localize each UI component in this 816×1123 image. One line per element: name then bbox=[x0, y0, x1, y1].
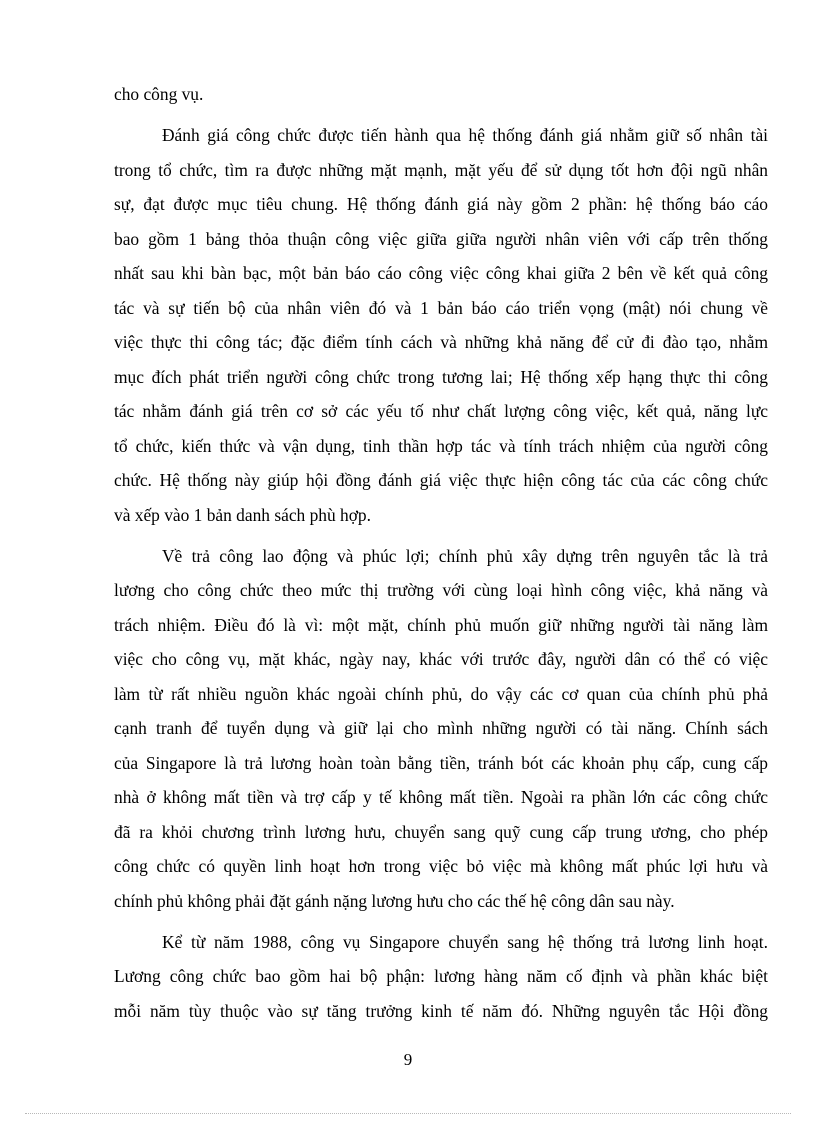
paragraph bbox=[114, 539, 768, 919]
text-line: trách nhiệm. Điều đó là vì: một mặt, chính phủ muốn giữ những người tài năng làm bbox=[114, 614, 768, 635]
text-line: chính phủ không phải đặt gánh nặng lương hưu cho các thế hệ công dân sau này. bbox=[114, 890, 675, 911]
text-line: của Singapore là trả lương hoàn toàn bằng tiền, tránh bót các khoản phụ cấp, cung cấp bbox=[114, 752, 768, 773]
text-line: cạnh tranh để tuyển dụng và giữ lại cho mình những người có tài năng. Chính sách bbox=[114, 718, 768, 738]
text-line: đã ra khỏi chương trình lương hưu, chuyển sang quỹ cung cấp trung ương, cho phép bbox=[114, 821, 768, 842]
text-line: bao gồm 1 bảng thỏa thuận công việc giữa giữa người nhân viên với cấp trên thống bbox=[114, 228, 768, 249]
paragraph bbox=[114, 925, 768, 1029]
text-line: Kể từ năm 1988, công vụ Singapore chuyển sang hệ thống trả lương linh hoạt. bbox=[162, 931, 768, 952]
paragraph bbox=[114, 118, 768, 532]
page-body bbox=[114, 77, 768, 1035]
text-line: trong tổ chức, tìm ra được những mặt mạnh, mặt yếu để sử dụng tốt hơn đội ngũ nhân bbox=[114, 159, 768, 180]
text-line: lương cho công chức theo mức thị trường với cùng loại hình công việc, khả năng và bbox=[114, 580, 768, 600]
text-line: Đánh giá công chức được tiến hành qua hệ thống đánh giá nhằm giữ số nhân tài bbox=[162, 125, 768, 145]
text-line: tác nhằm đánh giá trên cơ sở các yếu tố như chất lượng công việc, kết quả, năng lực bbox=[114, 401, 768, 421]
text-line: mục đích phát triển người công chức trong tương lai; Hệ thống xếp hạng thực thi công bbox=[114, 366, 768, 387]
text-line: tác và sự tiến bộ của nhân viên đó và 1 bản báo cáo triển vọng (mật) nói chung về bbox=[114, 297, 768, 318]
paragraph bbox=[114, 77, 768, 112]
text-line: sự, đạt được mục tiêu chung. Hệ thống đánh giá này gồm 2 phần: hệ thống báo cáo bbox=[114, 194, 768, 214]
page-break-divider bbox=[25, 1113, 791, 1114]
text-line: và xếp vào 1 bản danh sách phù hợp. bbox=[114, 504, 371, 525]
text-line: làm từ rất nhiều nguồn khác ngoài chính phủ, do vậy các cơ quan của chính phủ phả bbox=[114, 683, 768, 704]
text-line: nhất sau khi bàn bạc, một bản báo cáo công việc công khai giữa 2 bên về kết quả công bbox=[114, 263, 768, 283]
text-line: cho công vụ. bbox=[114, 84, 204, 104]
page-number: 9 bbox=[403, 1050, 413, 1069]
text-line: Lương công chức bao gồm hai bộ phận: lương hàng năm cố định và phần khác biệt bbox=[114, 966, 768, 986]
text-line: tổ chức, kiến thức và vận dụng, tinh thần hợp tác và tính trách nhiệm của người công bbox=[114, 435, 768, 456]
text-line: chức. Hệ thống này giúp hội đồng đánh giá việc thực hiện công tác của các công chức bbox=[114, 470, 768, 490]
text-line: Về trả công lao động và phúc lợi; chính phủ xây dựng trên nguyên tắc là trả bbox=[162, 545, 768, 566]
text-line: việc thực thi công tác; đặc điểm tính cách và những khả năng để cử đi đào tạo, nhằm bbox=[114, 332, 768, 352]
text-line: công chức có quyền linh hoạt hơn trong việc bỏ việc mà không mất phúc lợi hưu và bbox=[114, 856, 768, 876]
text-line: mỗi năm tùy thuộc vào sự tăng trưởng kinh tế năm đó. Những nguyên tắc Hội đồng bbox=[114, 1000, 768, 1021]
text-line: việc cho công vụ, mặt khác, ngày nay, khác với trước đây, người dân có thể có việc bbox=[114, 649, 768, 669]
text-line: nhà ở không mất tiền và trợ cấp y tế không mất tiền. Ngoài ra phần lớn các công chức bbox=[114, 787, 768, 807]
